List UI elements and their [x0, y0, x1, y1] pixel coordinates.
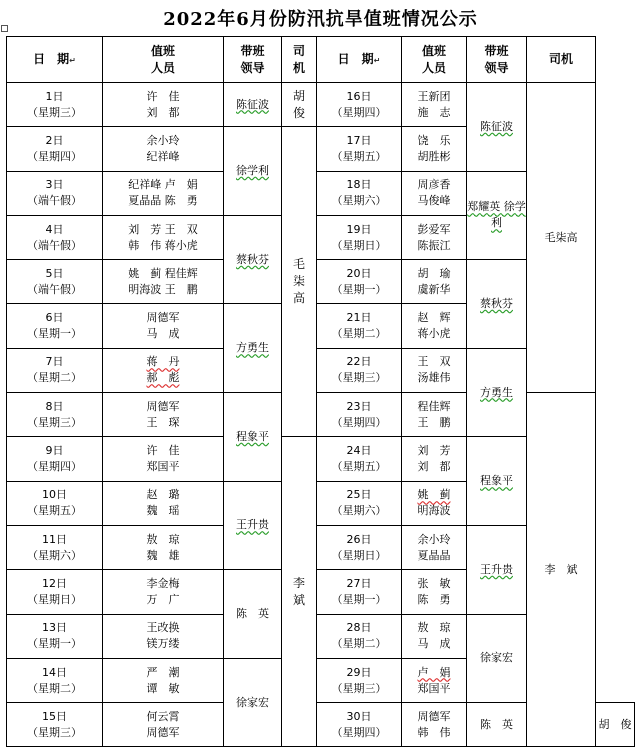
table-row [7, 393, 635, 437]
date-cell: 4日 （端午假） [7, 215, 103, 259]
leader-cell: 陈 英 [467, 703, 527, 747]
staff-cell: 姚 蓟 程佳辉 明海波 王 鹏 [103, 260, 224, 304]
date-cell: 21日 （星期二） [317, 304, 402, 348]
date-cell: 1日 （星期三） [7, 83, 103, 127]
leader-cell: 蔡秋芬 [467, 260, 527, 349]
header-staff-right: 值班 人员 [402, 37, 467, 83]
staff-cell: 纪祥峰 卢 娟 夏晶晶 陈 勇 [103, 171, 224, 215]
driver-cell: 李斌 [282, 437, 317, 747]
date-cell: 30日 （星期四） [317, 703, 402, 747]
header-leader-left: 带班 领导 [224, 37, 282, 83]
staff-cell: 张 敏 陈 勇 [402, 570, 467, 614]
staff-cell: 赵 璐 魏 瑶 [103, 481, 224, 525]
date-cell: 19日 （星期日） [317, 215, 402, 259]
leader-cell: 陈征波 [224, 83, 282, 127]
staff-cell: 姚 蓟 明海波 [402, 481, 467, 525]
date-cell: 10日 （星期五） [7, 481, 103, 525]
table-anchor-icon [1, 25, 8, 32]
staff-cell: 刘 芳 王 双 韩 伟 蒋小虎 [103, 215, 224, 259]
header-leader-right: 带班 领导 [467, 37, 527, 83]
staff-cell: 余小玲 纪祥峰 [103, 127, 224, 171]
staff-cell: 周德军 王 琛 [103, 393, 224, 437]
staff-cell: 王 双 汤雄伟 [402, 348, 467, 392]
date-cell: 11日 （星期六） [7, 525, 103, 569]
date-cell: 9日 （星期四） [7, 437, 103, 481]
date-cell: 8日 （星期三） [7, 393, 103, 437]
leader-cell: 陈 英 [224, 570, 282, 659]
staff-cell: 何云霄 周德军 [103, 703, 224, 747]
date-cell: 23日 （星期四） [317, 393, 402, 437]
staff-cell: 蒋 丹 郝 彪 [103, 348, 224, 392]
staff-cell: 李金梅 万 广 [103, 570, 224, 614]
header-driver-left: 司 机 [282, 37, 317, 83]
leader-cell: 方勇生 [467, 348, 527, 437]
page-title: 2022年6月份防汛抗旱值班情况公示 [163, 9, 478, 30]
staff-cell: 胡 瑜 虞新华 [402, 260, 467, 304]
leader-cell: 程象平 [467, 437, 527, 526]
leader-cell: 郑耀英 徐学利 [467, 171, 527, 260]
date-cell: 16日 （星期四） [317, 83, 402, 127]
date-cell: 12日 （星期日） [7, 570, 103, 614]
staff-cell: 王改换 镁万缕 [103, 614, 224, 658]
date-cell: 6日 （星期一） [7, 304, 103, 348]
staff-cell: 程佳辉 王 鹏 [402, 393, 467, 437]
header-date-right: 日 期↵ [317, 37, 402, 83]
leader-cell: 徐学利 [224, 127, 282, 216]
date-cell: 13日 （星期一） [7, 614, 103, 658]
staff-cell: 余小玲 夏晶晶 [402, 525, 467, 569]
staff-cell: 王新团 施 志 [402, 83, 467, 127]
header-driver-right: 司机 [527, 37, 596, 83]
leader-cell: 王升贵 [467, 525, 527, 614]
staff-cell: 周德军 马 成 [103, 304, 224, 348]
leader-cell: 徐家宏 [224, 658, 282, 747]
staff-cell: 许 佳 郑国平 [103, 437, 224, 481]
date-cell: 29日 （星期三） [317, 658, 402, 702]
date-cell: 24日 （星期五） [317, 437, 402, 481]
header-date-left: 日 期↵ [7, 37, 103, 83]
staff-cell: 严 潮 谭 敏 [103, 658, 224, 702]
leader-cell: 方勇生 [224, 304, 282, 393]
staff-cell: 敖 琼 马 成 [402, 614, 467, 658]
table-row [7, 83, 635, 127]
date-cell: 5日 （端午假） [7, 260, 103, 304]
leader-cell: 徐家宏 [467, 614, 527, 703]
date-cell: 25日 （星期六） [317, 481, 402, 525]
staff-cell: 饶 乐 胡胜彬 [402, 127, 467, 171]
staff-cell: 周德军 韩 伟 [402, 703, 467, 747]
driver-cell: 胡俊 [282, 83, 317, 127]
date-cell: 20日 （星期一） [317, 260, 402, 304]
header-row [7, 37, 635, 83]
leader-cell: 蔡秋芬 [224, 215, 282, 304]
date-cell: 28日 （星期二） [317, 614, 402, 658]
staff-cell: 刘 芳 刘 都 [402, 437, 467, 481]
date-cell: 22日 （星期三） [317, 348, 402, 392]
leader-cell: 王升贵 [224, 481, 282, 570]
staff-cell: 卢 娟 郑国平 [402, 658, 467, 702]
driver-cell: 胡 俊 [596, 703, 635, 747]
driver-cell: 李 斌 [527, 393, 596, 747]
date-cell: 18日 （星期六） [317, 171, 402, 215]
staff-cell: 周彦香 马俊峰 [402, 171, 467, 215]
date-cell: 14日 （星期二） [7, 658, 103, 702]
staff-cell: 许 佳 刘 都 [103, 83, 224, 127]
staff-cell: 彭爱军 陈振江 [402, 215, 467, 259]
date-cell: 27日 （星期一） [317, 570, 402, 614]
leader-cell: 程象平 [224, 393, 282, 482]
staff-cell: 赵 辉 蒋小虎 [402, 304, 467, 348]
driver-cell: 毛柒高 [527, 83, 596, 393]
duty-table [6, 36, 635, 747]
date-cell: 2日 （星期四） [7, 127, 103, 171]
date-cell: 7日 （星期二） [7, 348, 103, 392]
staff-cell: 敖 琼 魏 雄 [103, 525, 224, 569]
driver-cell: 毛柒高 [282, 127, 317, 437]
date-cell: 3日 （端午假） [7, 171, 103, 215]
header-staff-left: 值班 人员 [103, 37, 224, 83]
date-cell: 17日 （星期五） [317, 127, 402, 171]
leader-cell: 陈征波 [467, 83, 527, 172]
date-cell: 15日 （星期三） [7, 703, 103, 747]
date-cell: 26日 （星期日） [317, 525, 402, 569]
